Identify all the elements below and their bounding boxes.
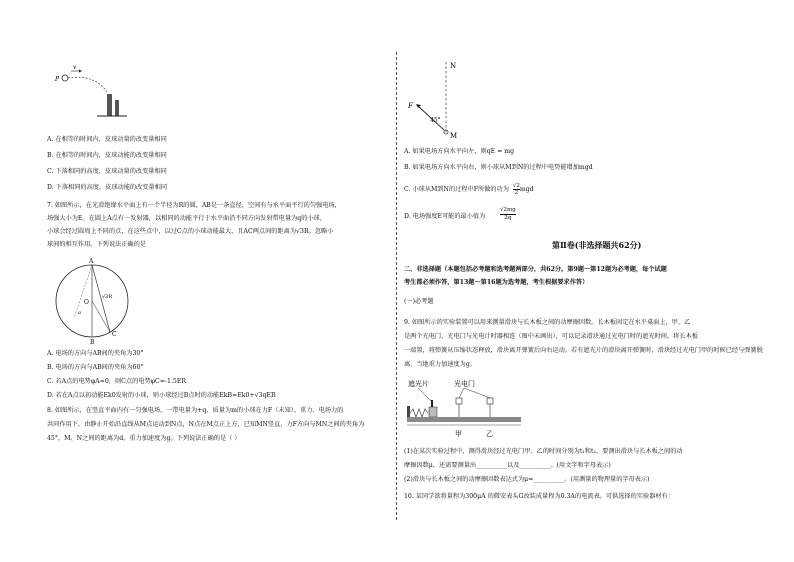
q8-line2: 共同作用下，由静止开始沿直线从M点运动到N点，N点在M点正上方，已知MN竖直，力F方向与MN之间的夹角为 <box>47 421 365 428</box>
q8-line3: 45°，M、N之间的距离为d，重力加速度为g。下列说法正确的是（ ） <box>47 435 241 442</box>
velocity-label: v <box>73 64 77 71</box>
part2-line1: 二、非选择题（本题包括必考题和选考题两部分，共62分。第9题～第12题为必考题，每个试题 <box>404 266 667 273</box>
point-o-label: O <box>84 299 89 306</box>
option-d-fraction <box>500 207 516 221</box>
q8-option-d-text: D. 电场强度E可能的最小值为 <box>404 213 486 220</box>
prev-option-b: B. 在相等的时间内，皮球动能的改变量相同 <box>47 152 167 159</box>
q7-line4: 球间的相互作用。下列说法正确的是 <box>47 241 146 248</box>
q8-line1: 8. 如图所示，在竖直平面内有一匀强电场，一带电量为+q、质量为m的小球在力F（未知）、重力、电场力的 <box>47 407 344 414</box>
option-c-numerator: √2 <box>512 183 520 189</box>
angle-45-label: 45° <box>430 117 441 124</box>
q8-option-a: A. 如果电场方向水平向左，则qE = mg <box>404 148 515 155</box>
point-n-label: N <box>450 62 457 70</box>
gate-yi-label: 乙 <box>486 430 493 438</box>
q9-line4: 离，当地重力加速度为g。 <box>404 361 477 368</box>
q9-line2: 是两个光电门，光电门与光电计时器相连（图中未画出），可以记录滑块通过光电门时的遮光时间。将长木板 <box>404 333 698 340</box>
q10-line1: 10. 某同学欲将量程为300μA 的微安表头G改装成量程为0.3A的电流表。可供选择的实验器材有： <box>404 493 674 500</box>
option-d-numerator: √2mg <box>500 207 516 213</box>
q8-option-c <box>404 183 534 196</box>
section-title: 第Ⅱ卷(非选择题共62分) <box>552 240 642 250</box>
q9-line1: 9. 如图所示的实验装置可以用来测量滑块与长木板之间的动摩擦因数。长木板固定在水平桌面上，甲、乙 <box>404 319 691 326</box>
gate-jia-label: 甲 <box>455 430 462 438</box>
q7-line1: 7. 如图所示，在光滑绝缘水平面上有一个半径为R的圆，AB是一条直径，空间有与水平面平行的匀强电场， <box>47 202 341 209</box>
force-f-label: F <box>408 102 413 110</box>
q9-sub2: (2)滑块与长木板之间的动摩擦因数表达式为μ=__________。(用测量的物理量的字母表示) <box>404 476 650 483</box>
q9-line3: 一端置，将弹簧从压缩状态释放，滑块离开弹簧后向右运动。若有遮光片的滑块离开弹簧时，滑块经过光电门甲的时候已经与弹簧脱 <box>404 347 763 354</box>
option-c-suffix: mgd <box>519 186 534 193</box>
photogate-apparatus-figure <box>404 378 524 440</box>
q8-option-d <box>404 213 485 221</box>
part2-line2: 考生都必须作答，第13题～第16题为选考题，考生根据要求作答） <box>404 279 589 286</box>
option-d-denominator: 2q <box>504 214 512 221</box>
point-b-label: B <box>90 339 95 346</box>
prev-option-a: A. 在相等的时间内，皮球动量的改变量相同 <box>47 136 167 143</box>
circle-figure <box>44 258 140 344</box>
q8-option-c-text: C. 小球从M到N的过程中F所做的功为 <box>404 186 509 193</box>
prev-option-d: D. 下落相同的高度，皮球动能的改变量相同 <box>47 184 168 191</box>
q7-option-d: D. 若在A点以初动能Ek0发射的小球，则小球经过B点时的动能EkB=Ek0+√3qER <box>47 392 276 399</box>
q7-line3: 小球会经过圆周上不同的点，在这些点中，以过C点的小球动能最大，且AC两点间的距离为√3R。忽略小 <box>47 228 334 235</box>
gate-label: 光电门 <box>454 380 475 388</box>
option-c-denominator: 2 <box>514 190 519 196</box>
required-subtitle: (一)必考题 <box>404 298 434 305</box>
distance-label: √3R <box>102 294 113 300</box>
q9-sub1-line1: (1)在某次实验过程中，测得滑块经过光电门甲、乙的时间分别为t₁和t₂，要测出滑块与长木板之间的动 <box>404 448 683 455</box>
force-figure <box>400 58 470 144</box>
shade-label: 遮光片 <box>408 380 429 388</box>
q7-option-b: B. 电场的方向与AB间的夹角为60° <box>47 364 144 371</box>
angle-label: a <box>78 310 81 316</box>
q9-sub1-line2: 摩擦因数μ，还需要测量出__________以及__________。(用文字和字母表示) <box>404 462 611 469</box>
q7-option-a: A. 电场的方向与AB间的夹角为30° <box>47 350 144 357</box>
point-a-label: A <box>89 258 94 265</box>
column-divider <box>396 52 398 520</box>
point-c-label: C <box>112 331 117 338</box>
option-c-fraction <box>513 183 520 196</box>
ball-wall-figure <box>55 62 135 122</box>
q7-line2: 场强大小为E。在圆上A点有一发射器，以相同的动能平行于水平面沿不同方向发射带电量为q的小球， <box>47 215 327 222</box>
point-p-label: P <box>55 76 60 83</box>
q8-option-b: B. 如果电场方向水平向右，则小球从M到N的过程中电势能增加mgd <box>404 164 593 171</box>
point-m-label: M <box>450 132 458 140</box>
q7-option-c: C. 若A点的电势φA=0，则C点的电势φC=-1.5ER <box>47 378 186 385</box>
prev-option-c: C. 下落相同的高度，皮球动量的改变量相同 <box>47 168 167 175</box>
